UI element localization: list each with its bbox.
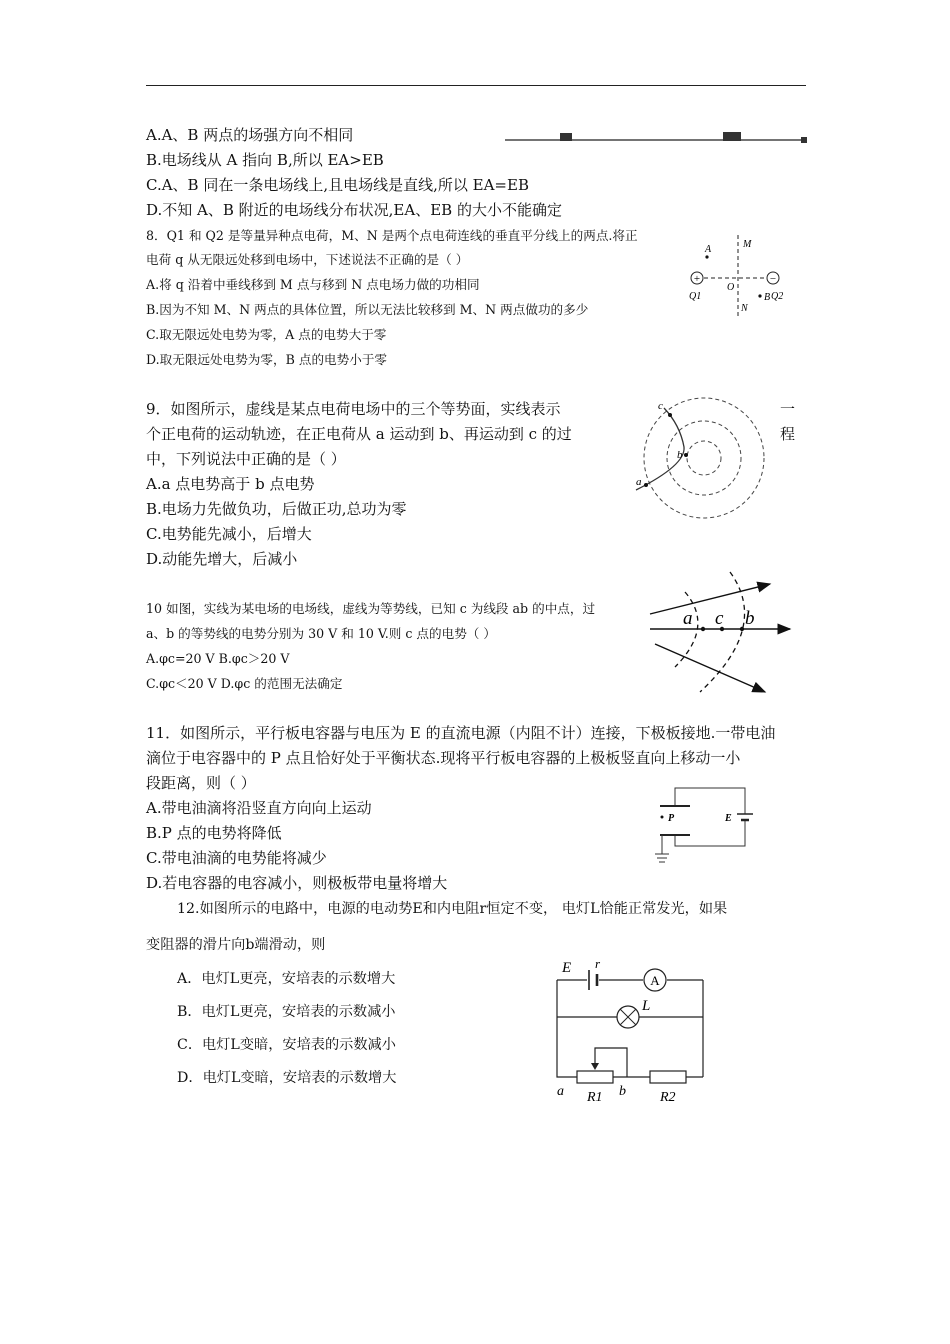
q12-option-d: D．电灯L变暗，安培表的示数增大 — [177, 1070, 397, 1086]
q7-option-c: C.A、B 同在一条电场线上,且电场线是直线,所以 EA=EB — [146, 176, 529, 194]
q12-option-b: B．电灯L更亮，安培表的示数减小 — [177, 1004, 396, 1020]
q12-option-c: C．电灯L变暗，安培表的示数减小 — [177, 1037, 396, 1053]
q9-point-b-label: b — [677, 449, 683, 461]
q8-point-n-label: N — [741, 303, 748, 314]
q10-stem-line2: a、b 的等势线的电势分别为 30 V 和 10 V.则 c 点的电势（ ） — [146, 626, 496, 641]
q9-point-a-label: a — [636, 476, 642, 488]
q9-equipotential-figure — [628, 395, 773, 520]
q11-stem-line2: 滴位于电容器中的 P 点且恰好处于平衡状态.现将平行板电容器的上极板竖直向上移动一小 — [146, 749, 741, 767]
q12-option-a: A．电灯L更亮，安培表的示数增大 — [177, 971, 396, 987]
q11-stem-line3: 段距离，则（ ） — [146, 774, 256, 792]
q8-stem-line1: 8．Q1 和 Q2 是等量异种点电荷，M、N 是两个点电荷连线的垂直平分线上的两点.将正 — [146, 228, 638, 243]
q10-options-cd: C.φc＜20 V D.φc 的范围无法确定 — [146, 676, 343, 691]
q8-q1-label: Q1 — [689, 291, 702, 302]
q12-stem-line2: 变阻器的滑片向b端滑动，则 — [146, 937, 326, 953]
q8-option-d: D.取无限远处电势为零，B 点的电势小于零 — [146, 352, 388, 367]
q9-stem-line1: 9．如图所示，虚线是某点电荷电场中的三个等势面，实线表示 — [146, 400, 561, 418]
q10-options-ab: A.φc=20 V B.φc＞20 V — [146, 651, 290, 666]
q9-option-a: A.a 点电势高于 b 点电势 — [146, 475, 315, 493]
q12-lamp-label: L — [642, 998, 651, 1014]
q10-point-a-label: a — [683, 608, 693, 629]
q9-option-c: C.电势能先减小，后增大 — [146, 525, 312, 543]
q12-end-b-label: b — [619, 1084, 626, 1099]
q9-option-d: D.动能先增大，后减小 — [146, 550, 298, 568]
q7-field-line-figure — [505, 128, 810, 148]
q8-option-a: A.将 q 沿着中垂线移到 M 点与移到 N 点电场力做的功相同 — [146, 277, 480, 292]
q11-option-b: B.P 点的电势将降低 — [146, 824, 282, 842]
q11-stem-line1: 11．如图所示，平行板电容器与电压为 E 的直流电源（内阻不计）连接，下极板接地.一带电油 — [146, 724, 776, 742]
q9-point-c-label: c — [658, 400, 663, 412]
q8-charges-figure — [685, 235, 795, 325]
q8-option-b: B.因为不知 M、N 两点的具体位置，所以无法比较移到 M、N 两点做功的多少 — [146, 302, 589, 317]
q11-option-c: C.带电油滴的电势能将减少 — [146, 849, 327, 867]
q8-stem-line2: 电荷 q 从无限远处移到电场中，下述说法不正确的是（ ） — [146, 252, 469, 267]
q9-stem-line3: 中，下列说法中正确的是（ ） — [146, 450, 346, 468]
q9-option-b: B.电场力先做负功，后做正功,总功为零 — [146, 500, 407, 518]
q9-side-char1: 一 — [780, 400, 796, 418]
q11-point-p-label: P — [668, 813, 675, 824]
q8-option-c: C.取无限远处电势为零，A 点的电势大于零 — [146, 327, 387, 342]
q11-option-d: D.若电容器的电容减小，则极板带电量将增大 — [146, 874, 448, 892]
q8-q2-label: Q2 — [771, 291, 784, 302]
q10-point-b-label: b — [745, 608, 755, 629]
q12-r1-label: R1 — [587, 1090, 603, 1105]
q12-circuit-figure — [555, 955, 715, 1105]
q10-stem-line1: 10 如图，实线为某电场的电场线，虚线为等势线，已知 c 为线段 ab 的中点，过 — [146, 601, 596, 616]
q9-side-char2: 程 — [780, 425, 796, 443]
q12-r2-label: R2 — [660, 1090, 676, 1105]
q8-point-a-label: A — [705, 244, 712, 255]
q8-point-o-label: O — [727, 282, 735, 293]
q11-option-a: A.带电油滴将沿竖直方向向上运动 — [146, 799, 372, 817]
q12-emf-label: E — [562, 960, 572, 976]
header-rule — [146, 85, 806, 86]
q8-minus-label: − — [769, 273, 777, 285]
q10-field-lines-figure — [645, 572, 795, 697]
q8-point-m-label: M — [743, 239, 752, 250]
q12-stem-line1: 12.如图所示的电路中，电源的电动势E和内电阻r恒定不变， 电灯L恰能正常发光，如果 — [177, 901, 728, 917]
q12-end-a-label: a — [557, 1084, 564, 1099]
q8-plus-label: + — [693, 273, 701, 285]
q11-emf-label: E — [725, 813, 732, 824]
q12-internal-r-label: r — [595, 956, 601, 971]
q7-option-d: D.不知 A、B 附近的电场线分布状况,EA、EB 的大小不能确定 — [146, 201, 562, 219]
q8-point-b-label: B — [764, 292, 771, 303]
q12-ammeter-label: A — [650, 973, 660, 988]
q11-capacitor-circuit-figure — [645, 780, 755, 870]
q9-stem-line2: 个正电荷的运动轨迹，在正电荷从 a 运动到 b、再运动到 c 的过 — [146, 425, 572, 443]
q10-point-c-label: c — [715, 608, 724, 629]
q7-option-b: B.电场线从 A 指向 B,所以 EA>EB — [146, 151, 384, 169]
q7-option-a: A.A、B 两点的场强方向不相同 — [146, 126, 354, 144]
